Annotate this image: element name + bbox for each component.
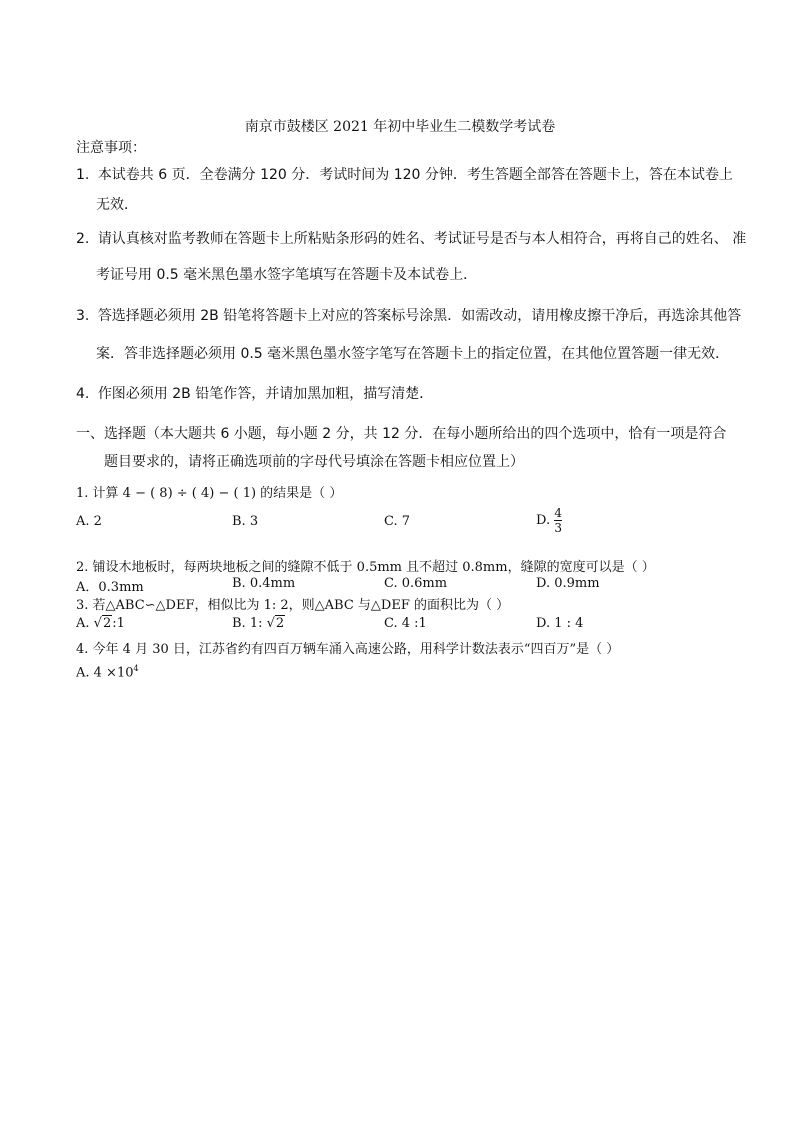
notice-1-text: 本试卷共 6 页．全卷满分 120 分．考试时间为 120 分钟．考生答题全部答在答题卡上，答在本试卷上 — [97, 167, 733, 183]
question-1-option-a: A. 2 — [76, 514, 102, 529]
notice-2-number: 2. — [76, 231, 90, 247]
notice-4-number: 4. — [76, 386, 90, 402]
option-a-base: A. 4 ×10 — [76, 665, 134, 681]
sqrt-icon: √ — [266, 616, 275, 631]
question-3-option-a — [76, 616, 125, 631]
notice-1-line2: 无效． — [96, 197, 138, 213]
question-1-option-b: B. 3 — [232, 514, 259, 529]
notice-2-line2: 考证号用 0.5 毫米黑色墨水签字笔填写在答题卡及本试卷上． — [96, 267, 478, 283]
question-3-option-b — [232, 616, 285, 631]
notice-3-line1 — [76, 305, 741, 325]
option-a-exponent: 4 — [133, 664, 139, 673]
fraction-denominator: 3 — [554, 521, 563, 535]
question-1-stem: 1. 计算 4 − ( 8) ÷ ( 4) − ( 1) 的结果是（ ） — [76, 486, 343, 501]
notice-2-text: 请认真核对监考教师在答题卡上所粘贴条形码的姓名、考试证号是否与本人相符合，再将自己的姓名、 准 — [97, 231, 747, 247]
notice-heading: 注意事项： — [76, 140, 146, 156]
notice-3-line2: 案．答非选择题必须用 0.5 毫米黑色墨水签字笔写在答题卡上的指定位置，在其他位置答题一律无效． — [96, 346, 730, 362]
question-4-option-a — [76, 664, 139, 680]
option-b-label: B. 1: — [232, 616, 263, 631]
page-title: 南京市鼓楼区 2021 年初中毕业生二模数学考试卷 — [244, 119, 556, 135]
question-2-option-d: D. 0.9mm — [536, 576, 600, 591]
question-1-option-d — [536, 506, 562, 535]
notice-1-number: 1. — [76, 167, 90, 183]
question-2-stem: 2. 铺设木地板时，每两块地板之间的缝隙不低于 0.5mm 且不超过 0.8mm，缝隙的宽度可以是（ ） — [76, 560, 655, 575]
notice-3-number: 3. — [76, 308, 90, 324]
question-1-option-d-label: D. — [536, 513, 551, 528]
radicand: 2 — [275, 616, 285, 631]
sqrt-icon: √ — [93, 616, 102, 631]
notice-4-text: 作图必须用 2B 铅笔作答，并请加黑加粗，描写清楚． — [97, 386, 434, 402]
notice-1-line1 — [76, 164, 733, 184]
question-2-option-b: B. 0.4mm — [232, 576, 296, 591]
question-3-option-c: C. 4 :1 — [384, 616, 427, 631]
section-1-heading-line2: 题目要求的，请将正确选项前的字母代号填涂在答题卡相应位置上） — [104, 454, 524, 470]
question-2-option-a: A．0.3mm — [76, 580, 144, 595]
notice-2-line1 — [76, 228, 746, 248]
radicand: 2 — [102, 616, 112, 631]
question-4-stem: 4. 今年 4 月 30 日，江苏省约有四百万辆车涌入高速公路，用科学计数法表示“四百万”是（ ） — [76, 642, 620, 657]
fraction-numerator: 4 — [554, 506, 563, 520]
ratio-suffix: :1 — [112, 616, 125, 631]
question-3-stem: 3. 若△ABC∽△DEF，相似比为 1: 2，则△ABC 与△DEF 的面积比为（ ） — [76, 598, 510, 613]
question-1-option-d-fraction — [554, 506, 562, 535]
section-1-heading-line1: 一、选择题（本大题共 6 小题，每小题 2 分，共 12 分．在每小题所给出的四个选项中，恰有一项是符合 — [76, 426, 727, 442]
notice-4-line1 — [76, 383, 433, 403]
question-2-option-c: C. 0.6mm — [384, 576, 448, 591]
question-1-option-c: C. 7 — [384, 514, 411, 529]
notice-3-text: 答选择题必须用 2B 铅笔将答题卡上对应的答案标号涂黑．如需改动，请用橡皮擦干净后，再选涂其他答 — [97, 308, 742, 324]
question-3-option-d: D. 1 : 4 — [536, 616, 584, 631]
option-a-label: A. — [76, 616, 90, 631]
